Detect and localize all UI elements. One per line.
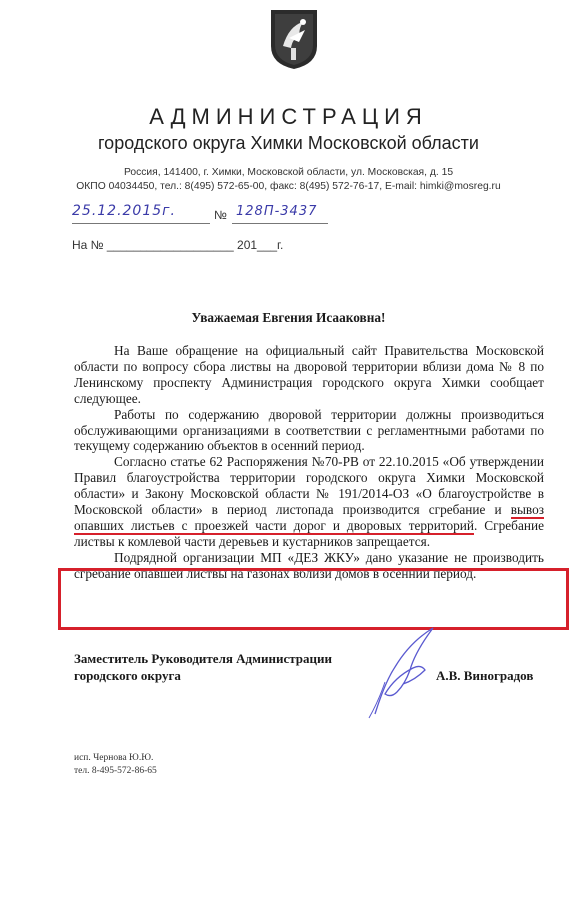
position-line-1: Заместитель Руководителя Администрации — [74, 651, 332, 666]
registration-date: 25.12.2015г. — [72, 203, 176, 219]
executor-phone: тел. 8-495-572-86-65 — [74, 766, 157, 776]
coat-of-arms-logo — [269, 8, 319, 70]
number-underline — [232, 223, 328, 224]
paragraph-3 — [74, 454, 544, 549]
org-title: АДМИНИСТРАЦИЯ — [149, 104, 428, 129]
paragraph-1: На Ваше обращение на официальный сайт Правительства Московской области по вопросу сбора листвы на дворовой территории вблизи дома № 8 по Ленинскому проспекту Администрация городского округа Химки сообщает следующее. — [74, 343, 544, 406]
paragraph-4: Подрядной организации МП «ДЕЗ ЖКУ» дано указание не производить сгребание опавшей листвы на газонах вблизи домов в осенний период. — [74, 549, 544, 581]
highlighted-phrase: вывоз опавших листьев с проезжей части дорог и дворовых территорий — [74, 502, 544, 533]
signatory-name: А.В. Виноградов — [436, 668, 534, 683]
paragraph-2: Работы по содержанию дворовой территории должны производиться обслуживающими организациями в соответствии с регламентными работами по текущему содержанию объектов в осенний период. — [74, 406, 544, 454]
paragraph-3-end: . Сгребание листвы к комлевой части деревьев и кустарников запрещается. — [74, 517, 544, 549]
red-highlight-box — [58, 568, 569, 630]
registration-number: 128П-3437 — [236, 204, 318, 219]
date-underline — [72, 223, 210, 224]
greeting: Уважаемая Евгения Исааковна! — [191, 310, 386, 325]
position-line-2: городского округа — [74, 668, 181, 683]
address-line: Россия, 141400, г. Химки, Московской области, ул. Московская, д. 15 — [123, 167, 454, 178]
handwritten-signature — [355, 622, 445, 727]
letter-body — [74, 343, 544, 582]
org-subtitle: городского округа Химки Московской области — [98, 133, 479, 153]
contacts-line: ОКПО 04034450, тел.: 8(495) 572-65-00, факс: 8(495) 572-76-17, E-mail: himki@mosreg.ru — [76, 181, 501, 192]
signatory-position — [74, 650, 332, 684]
paragraph-3-start: Согласно статье 62 Распоряжения №70-РВ от 22.10.2015 «Об утверждении Правил благоустройства территории городского округа Химки Московской области» и Закону Московской области № 191/2014-ОЗ «О благоустройстве в Московской области» в период листопада производится сгребание и — [74, 454, 544, 518]
executor-info — [74, 752, 157, 778]
registration-number-label: № — [214, 208, 227, 222]
reference-line: На № ___________________ 201___г. — [72, 238, 284, 252]
executor-name: исп. Чернова Ю.Ю. — [74, 753, 154, 763]
